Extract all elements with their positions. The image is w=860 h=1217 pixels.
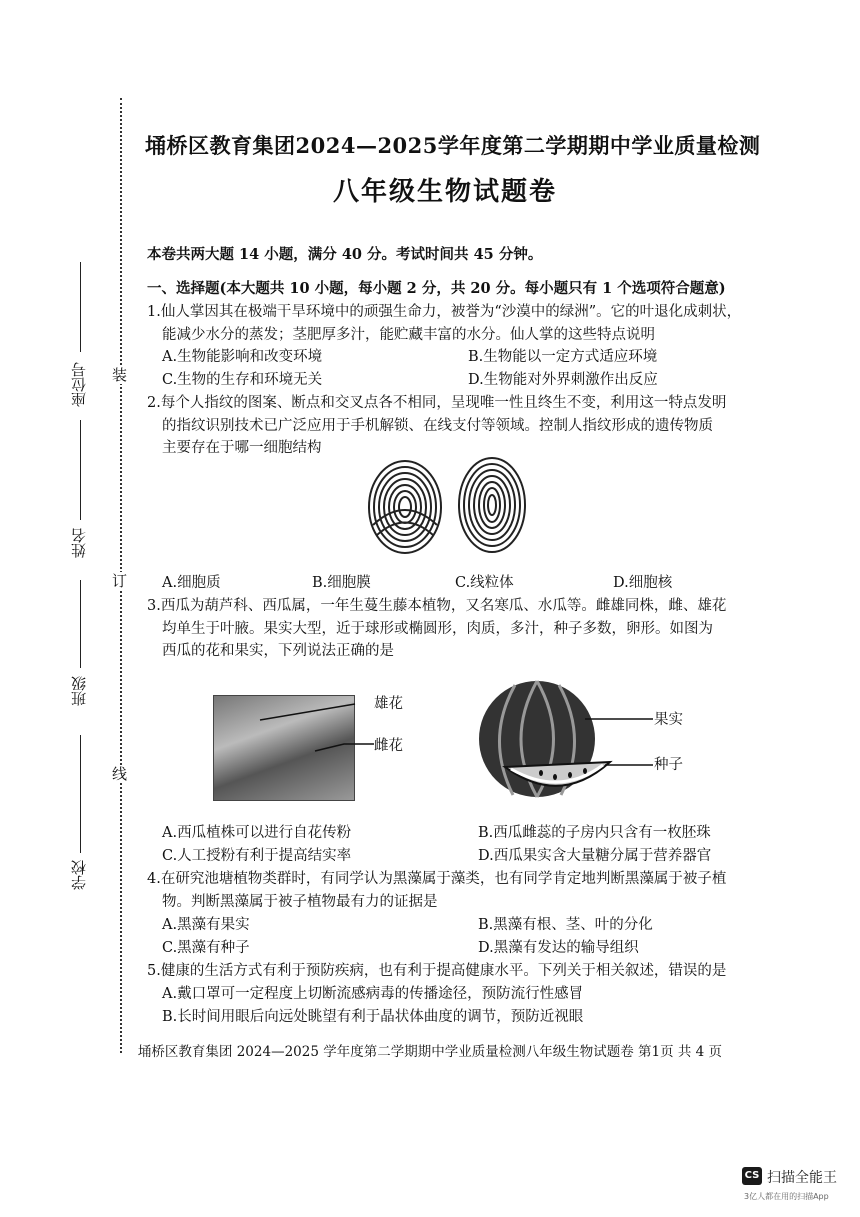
fingerprint-image-1 [365,455,445,555]
q4-option-c: C.黑藻有种子 [162,940,250,956]
label-male-flower: 雄花 [374,696,403,712]
watermelon-image [475,677,685,802]
label-female-flower: 雌花 [374,738,403,754]
exam-intro: 本卷共两大题 14 小题，满分 40 分。考试时间共 45 分钟。 [147,246,543,263]
q2-option-c: C.线粒体 [455,575,514,591]
q3-option-b: B.西瓜雌蕊的子房内只含有一枚胚珠 [478,825,711,841]
class-field[interactable] [80,580,81,668]
seat-number-field[interactable] [80,262,81,352]
q4-option-b: B.黑藻有根、茎、叶的分化 [478,917,653,933]
label-seed: 种子 [654,757,683,773]
name-field[interactable] [80,420,81,520]
school-field[interactable] [80,735,81,853]
q3-option-d: D.西瓜果实含大量糖分属于营养器官 [478,848,712,864]
q5-stem-line1: 5.健康的生活方式有利于预防疾病，也有利于提高健康水平。下列关于相关叙述，错误的是 [147,963,727,979]
q3-option-c: C.人工授粉有利于提高结实率 [162,848,352,864]
q5-option-b: B.长时间用眼后向远处眺望有利于晶状体曲度的调节，预防近视眼 [162,1009,584,1025]
school-label: 学校 [70,860,88,890]
q1-option-d: D.生物能对外界刺激作出反应 [468,372,658,388]
q1-option-a: A.生物能影响和改变环境 [162,349,323,365]
q2-stem-line3: 主要存在于哪一细胞结构 [162,440,322,456]
paper-title: 八年级生物试题卷 [332,177,557,207]
camscanner-tagline: 3亿人都在用的扫描App [744,1192,829,1201]
q4-option-a: A.黑藻有果实 [162,917,250,933]
flower-pointer-lines [240,694,375,754]
q3-stem-line1: 3.西瓜为葫芦科、西瓜属，一年生蔓生藤本植物，又名寒瓜、水瓜等。雌雄同株，雌、雄花 [147,598,727,614]
binding-char-zhuang: 装 [112,366,128,384]
page-footer: 埇桥区教育集团 2024—2025 学年度第二学期期中学业质量检测八年级生物试题卷 第1页 共 4 页 [137,1044,723,1060]
q2-option-d: D.细胞核 [613,575,673,591]
q1-option-b: B.生物能以一定方式适应环境 [468,349,658,365]
binding-char-ding: 订 [112,572,128,590]
q1-stem-line1: 1.仙人掌因其在极端干旱环境中的顽强生命力，被誉为“沙漠中的绿洲”。它的叶退化成刺状， [147,304,742,320]
q4-stem-line2: 物。判断黑藻属于被子植物最有力的证据是 [162,894,438,910]
binding-char-xian: 线 [112,765,128,783]
q2-stem-line1: 2.每个人指纹的图案、断点和交叉点各不相同，呈现唯一性且终生不变，利用这一特点发明 [147,395,727,411]
q1-option-c: C.生物的生存和环境无关 [162,372,323,388]
q4-option-d: D.黑藻有发达的输导组织 [478,940,639,956]
q1-stem-line2: 能减少水分的蒸发；茎肥厚多汁，能贮藏丰富的水分。仙人掌的这些特点说明 [162,327,655,343]
class-label: 班级 [70,676,88,706]
camscanner-logo-icon: CS [742,1167,762,1185]
q4-stem-line1: 4.在研究池塘植物类群时，有同学认为黑藻属于藻类，也有同学肯定地判断黑藻属于被子植 [147,871,727,887]
q2-option-b: B.细胞膜 [312,575,371,591]
q2-option-a: A.细胞质 [162,575,221,591]
fingerprint-image-2 [456,455,528,555]
q5-option-a: A.戴口罩可一定程度上切断流感病毒的传播途径，预防流行性感冒 [162,986,584,1002]
camscanner-name: 扫描全能王 [767,1170,837,1186]
q3-stem-line2: 均单生于叶腋。果实大型，近于球形或椭圆形，肉质，多汁，种子多数，卵形。如图为 [162,621,713,637]
seat-number-label: 座位号 [70,362,88,407]
label-fruit: 果实 [654,712,683,728]
exam-title: 埇桥区教育集团2024—2025学年度第二学期期中学业质量检测 [145,133,761,158]
name-label: 姓名 [70,528,88,558]
section-heading: 一、选择题(本大题共 10 小题，每小题 2 分，共 20 分。每小题只有 1 个选项符合题意) [147,280,726,297]
q3-option-a: A.西瓜植株可以进行自花传粉 [162,825,352,841]
q2-stem-line2: 的指纹识别技术已广泛应用于手机解锁、在线支付等领域。控制人指纹形成的遗传物质 [162,418,713,434]
q3-stem-line3: 西瓜的花和果实，下列说法正确的是 [162,643,394,659]
